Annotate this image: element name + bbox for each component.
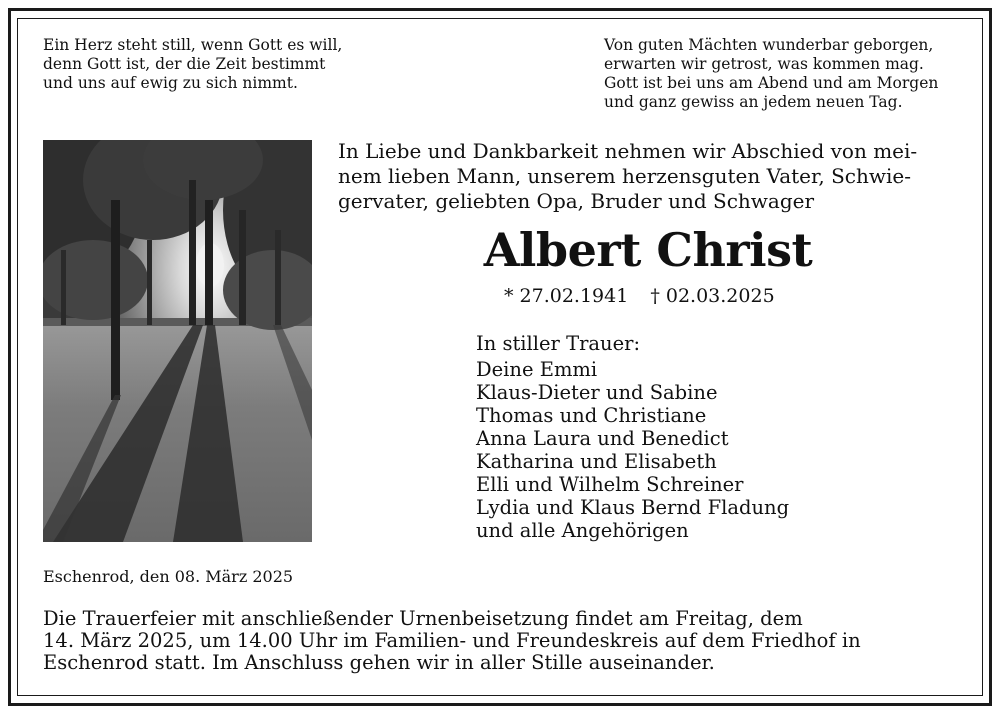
verse-right-line: und ganz gewiss an jedem neuen Tag.: [604, 93, 903, 111]
mourners-heading: In stiller Trauer:: [476, 332, 641, 355]
verse-left-line: Ein Herz steht still, wenn Gott es will,: [43, 36, 343, 54]
mourner-entry: Thomas und Christiane: [476, 404, 707, 427]
verse-right-line: Gott ist bei uns am Abend und am Morgen: [604, 74, 939, 92]
mourner-entry: Lydia und Klaus Bernd Fladung: [476, 496, 790, 519]
mourner-entry: Deine Emmi: [476, 358, 598, 381]
mourner-entry: Elli und Wilhelm Schreiner: [476, 473, 744, 496]
mourner-entry: Anna Laura und Benedict: [476, 427, 729, 450]
memorial-photo-trees: [43, 140, 312, 542]
life-dates: [504, 283, 775, 309]
ceremony-line: Die Trauerfeier mit anschließender Urnenbeisetzung findet am Freitag, dem: [43, 607, 803, 630]
ceremony-line: 14. März 2025, um 14.00 Uhr im Familien- und Freundeskreis auf dem Friedhof in: [43, 629, 861, 652]
intro-line: In Liebe und Dankbarkeit nehmen wir Abschied von mei-: [338, 139, 918, 163]
intro-line: nem lieben Mann, unserem herzensguten Vater, Schwie-: [338, 164, 911, 188]
intro-line: gervater, geliebten Opa, Bruder und Schwager: [338, 189, 815, 213]
deceased-name: Albert Christ: [483, 223, 813, 277]
mourners-list: [476, 332, 789, 542]
ceremony-line: Eschenrod statt. Im Anschluss gehen wir in aller Stille auseinander.: [43, 651, 715, 674]
death-date: † 02.03.2025: [650, 285, 775, 307]
mourner-entry: und alle Angehörigen: [476, 519, 689, 542]
ceremony-notice: [43, 608, 861, 674]
verse-right-line: Von guten Mächten wunderbar geborgen,: [604, 36, 934, 54]
mourner-entry: Katharina und Elisabeth: [476, 450, 717, 473]
place-and-date: Eschenrod, den 08. März 2025: [43, 567, 294, 586]
verse-left-line: und uns auf ewig zu sich nimmt.: [43, 74, 298, 92]
mourner-entry: Klaus-Dieter und Sabine: [476, 381, 718, 404]
verse-right: [604, 36, 938, 112]
intro-text: [338, 139, 958, 214]
verse-right-line: erwarten wir getrost, was kommen mag.: [604, 55, 924, 73]
birth-date: * 27.02.1941: [504, 285, 629, 307]
verse-left-line: denn Gott ist, der die Zeit bestimmt: [43, 55, 326, 73]
verse-left: [43, 36, 342, 93]
